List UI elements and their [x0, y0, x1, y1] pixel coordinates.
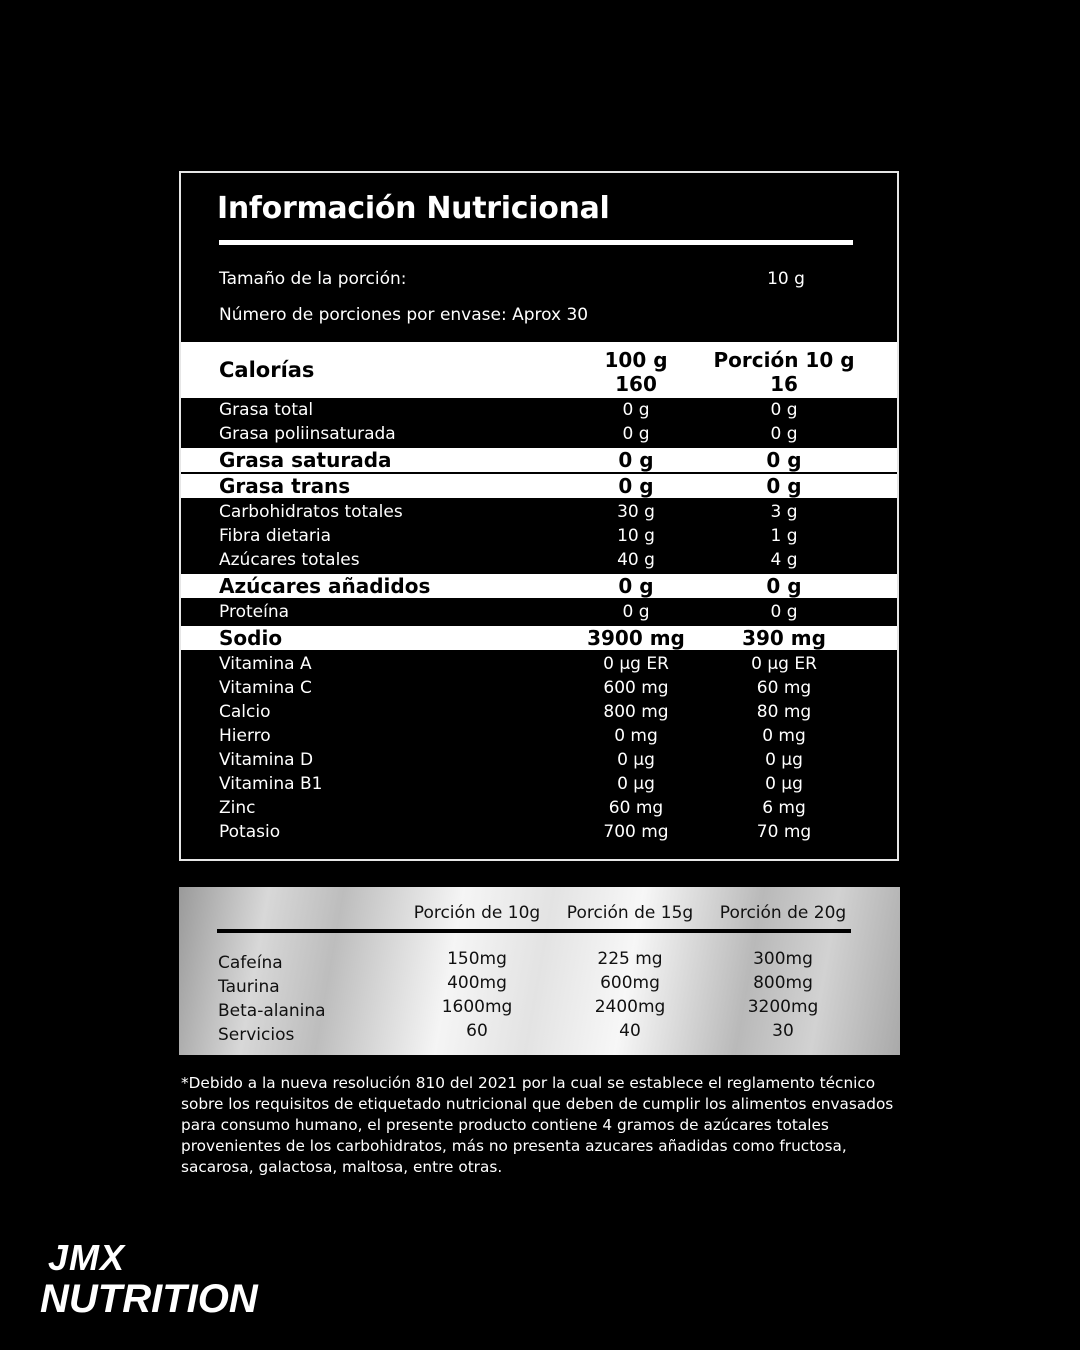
nutrient-per-serving: 80 mg: [756, 702, 812, 722]
servings-cell: 150mg: [447, 949, 507, 969]
nutrient-per-100g: 0 g: [622, 602, 650, 622]
nutrient-row: [181, 700, 897, 724]
nutrient-label: Vitamina D: [219, 750, 314, 770]
per-serving-header: Porción 10 g: [713, 348, 855, 372]
servings-cell: 225 mg: [597, 949, 663, 969]
servings-cell: 600mg: [600, 973, 660, 993]
nutrient-per-serving: 70 mg: [756, 822, 812, 842]
servings-cell: 60: [466, 1021, 488, 1041]
servings-cell: 300mg: [753, 949, 813, 969]
nutrient-per-100g: 30 g: [617, 502, 655, 522]
nutrient-row-highlighted: [181, 448, 897, 472]
per-100g-calories: 160: [615, 372, 657, 396]
nutrient-per-100g: 60 mg: [608, 798, 664, 818]
nutrient-per-100g: 0 µg: [617, 774, 655, 794]
nutrient-row-highlighted: [181, 574, 897, 598]
nutrient-label: Vitamina A: [219, 654, 312, 674]
servings-cell: 400mg: [447, 973, 507, 993]
servings-header: Porción de 15g: [566, 903, 694, 923]
nutrient-per-serving: 0 µg: [765, 774, 803, 794]
per-100g-header: 100 g: [604, 348, 668, 372]
nutrient-per-serving: 0 g: [766, 474, 802, 498]
nutrient-label: Potasio: [219, 822, 281, 842]
brand-logo-line1: JMX: [48, 1238, 126, 1278]
servings-comparison-table: [179, 887, 900, 1055]
servings-row-label: Cafeína: [218, 953, 283, 973]
nutrient-label: Grasa total: [219, 400, 314, 420]
nutrient-per-100g: 3900 mg: [587, 626, 685, 650]
nutrient-row: [181, 524, 897, 548]
nutrient-row: [181, 652, 897, 676]
calories-per-100g: [576, 348, 696, 396]
nutrient-row: [181, 724, 897, 748]
nutrient-per-serving: 3 g: [770, 502, 798, 522]
servings-cell: 800mg: [753, 973, 813, 993]
nutrient-row: [181, 548, 897, 572]
nutrient-row: [181, 500, 897, 524]
servings-row: [179, 995, 900, 1019]
nutrient-per-100g: 40 g: [617, 550, 655, 570]
nutrient-row: [181, 772, 897, 796]
nutrient-row-highlighted: [181, 626, 897, 650]
nutrient-per-100g: 800 mg: [603, 702, 669, 722]
nutrient-per-serving: 6 mg: [762, 798, 806, 818]
servings-header: Porción de 20g: [719, 903, 847, 923]
nutrient-per-serving: 390 mg: [742, 626, 826, 650]
nutrition-facts-panel: [179, 171, 899, 861]
calories-per-serving: [709, 348, 859, 396]
serving-size-value: 10 g: [767, 269, 805, 289]
nutrient-per-100g: 0 mg: [614, 726, 658, 746]
nutrient-per-100g: 0 µg: [617, 750, 655, 770]
nutrient-label: Grasa saturada: [219, 448, 392, 472]
nutrient-label: Hierro: [219, 726, 271, 746]
nutrient-per-serving: 0 g: [766, 574, 802, 598]
nutrient-row: [181, 796, 897, 820]
servings-header-divider: [217, 929, 851, 933]
servings-cell: 2400mg: [594, 997, 666, 1017]
nutrient-label: Carbohidratos totales: [219, 502, 403, 522]
nutrient-label: Vitamina C: [219, 678, 312, 698]
nutrient-per-100g: 700 mg: [603, 822, 669, 842]
servings-row-label: Taurina: [218, 977, 280, 997]
nutrient-per-serving: 60 mg: [756, 678, 812, 698]
servings-cell: 40: [619, 1021, 641, 1041]
calories-band: [181, 342, 897, 398]
nutrient-per-serving: 0 µg ER: [751, 654, 817, 674]
nutrient-per-serving: 0 g: [770, 424, 798, 444]
servings-row: [179, 947, 900, 971]
nutrient-per-100g: 0 g: [622, 424, 650, 444]
title-divider: [219, 240, 853, 245]
nutrient-per-serving: 0 g: [770, 602, 798, 622]
servings-header: Porción de 10g: [413, 903, 541, 923]
servings-cell: 1600mg: [441, 997, 513, 1017]
nutrition-title: Información Nutricional: [217, 191, 610, 226]
brand-logo-line2: NUTRITION: [40, 1277, 258, 1318]
nutrient-row: [181, 422, 897, 446]
regulatory-footnote: *Debido a la nueva resolución 810 del 2021 por la cual se establece el reglamento técnico sobre los requisitos de etiquetado nutricional que deben de cumplir los alimentos envasados para consumo humano, el presente producto contiene 4 gramos de azúcares totales provenientes de los carbohidratos, más no presenta azucares añadidas como fructosa, sacarosa, galactosa, maltosa, entre otras.: [181, 1074, 894, 1176]
nutrient-row: [181, 398, 897, 422]
nutrient-per-serving: 4 g: [770, 550, 798, 570]
nutrient-per-100g: 0 g: [618, 474, 654, 498]
nutrient-label: Vitamina B1: [219, 774, 323, 794]
nutrient-per-100g: 10 g: [617, 526, 655, 546]
nutrient-row-highlighted: [181, 474, 897, 498]
servings-row: [179, 971, 900, 995]
nutrient-per-serving: 1 g: [770, 526, 798, 546]
nutrient-row: [181, 676, 897, 700]
nutrient-per-100g: 600 mg: [603, 678, 669, 698]
nutrient-label: Grasa poliinsaturada: [219, 424, 396, 444]
servings-row-label: Servicios: [218, 1025, 295, 1045]
nutrient-label: Zinc: [219, 798, 256, 818]
nutrient-row: [181, 748, 897, 772]
serving-size-label: Tamaño de la porción:: [219, 269, 407, 289]
nutrient-per-serving: 0 g: [770, 400, 798, 420]
servings-row: [179, 1019, 900, 1043]
nutrient-row: [181, 600, 897, 624]
nutrient-label: Calcio: [219, 702, 271, 722]
nutrient-label: Sodio: [219, 626, 283, 650]
nutrient-label: Proteína: [219, 602, 290, 622]
nutrient-per-100g: 0 g: [622, 400, 650, 420]
calories-label: Calorías: [219, 358, 315, 382]
nutrient-row: [181, 820, 897, 844]
nutrient-per-serving: 0 mg: [762, 726, 806, 746]
nutrient-label: Fibra dietaria: [219, 526, 332, 546]
nutrient-label: Azúcares totales: [219, 550, 360, 570]
servings-cell: 30: [772, 1021, 794, 1041]
per-serving-calories: 16: [770, 372, 798, 396]
nutrient-rows: [181, 398, 897, 844]
nutrient-per-100g: 0 g: [618, 448, 654, 472]
servings-cell: 3200mg: [747, 997, 819, 1017]
nutrient-per-100g: 0 g: [618, 574, 654, 598]
nutrient-per-serving: 0 µg: [765, 750, 803, 770]
nutrient-per-100g: 0 µg ER: [603, 654, 669, 674]
nutrient-per-serving: 0 g: [766, 448, 802, 472]
nutrient-label: Grasa trans: [219, 474, 351, 498]
brand-logo: [40, 1238, 310, 1318]
nutrient-label: Azúcares añadidos: [219, 574, 431, 598]
servings-per-container: Número de porciones por envase: Aprox 30: [219, 305, 589, 325]
servings-row-label: Beta-alanina: [218, 1001, 326, 1021]
